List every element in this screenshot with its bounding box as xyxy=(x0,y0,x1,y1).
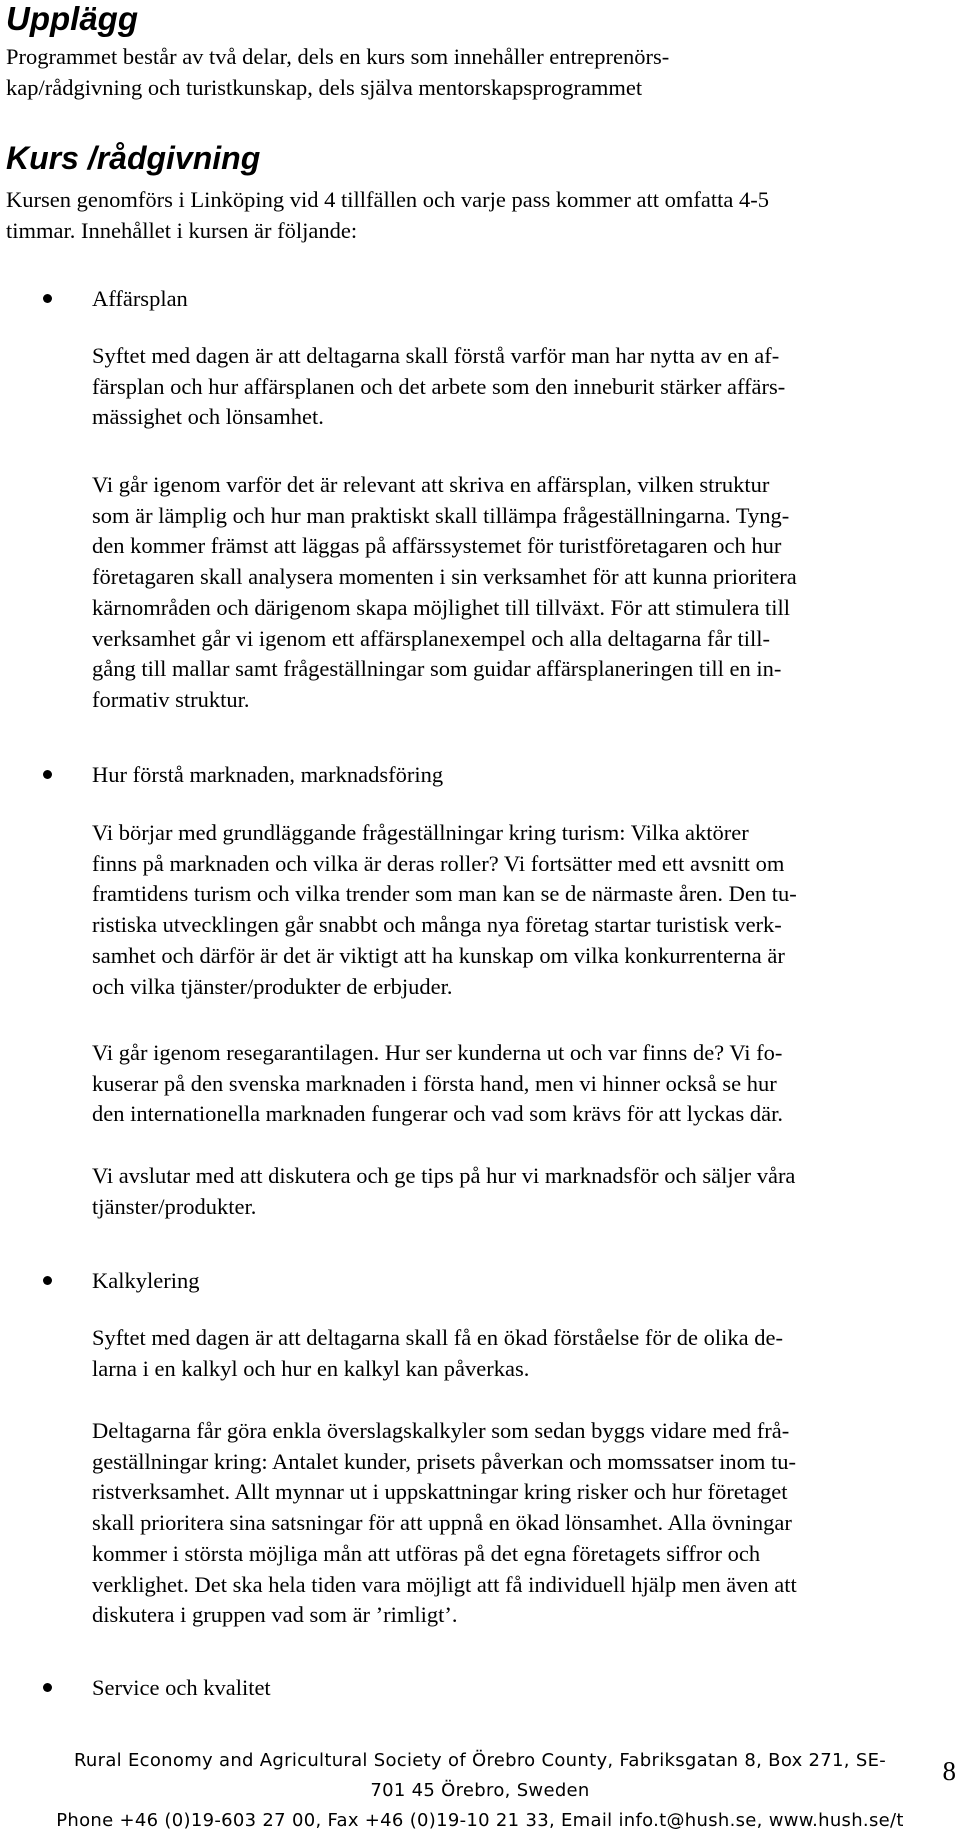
section-title: Kalkylering xyxy=(92,1268,200,1293)
kalkylering-paragraph-2 xyxy=(92,1416,954,1631)
text-line: gång till mallar samt frågeställningar som guidar affärsplaneringen till en in- xyxy=(92,656,782,682)
text-line: Vi avslutar med att diskutera och ge tips på hur vi marknadsför och säljer våra xyxy=(92,1163,796,1188)
text-line: framtidens turism och vilka trender som man kan se de närmaste åren. Den tu- xyxy=(92,881,797,907)
bullet-kalkylering xyxy=(0,1266,960,1300)
page-footer xyxy=(0,1746,960,1836)
course-intro-line: Kursen genomförs i Linköping vid 4 tillfällen och varje pass kommer att omfatta 4-5 xyxy=(6,187,769,212)
text-line: verksamhet går vi igenom ett affärsplanexempel och alla deltagarna får till- xyxy=(92,625,771,651)
text-line: färsplan och hur affärsplanen och det arbete som den inneburit stärker affärs- xyxy=(92,373,786,399)
footer-address-line: Rural Economy and Agricultural Society of Örebro County, Fabriksgatan 8, Box 271, SE- xyxy=(73,1750,887,1771)
section-title: Service och kvalitet xyxy=(92,1675,271,1700)
text-line: skall prioritera sina satsningar för att uppnå en ökad lönsamhet. Alla övningar xyxy=(92,1510,792,1536)
text-line: Syftet med dagen är att deltagarna skall få en ökad förståelse för de olika de- xyxy=(92,1325,783,1350)
section-title: Hur förstå marknaden, marknadsföring xyxy=(92,762,444,787)
bullet-dot-icon xyxy=(43,294,52,303)
text-line: och vilka tjänster/produkter de erbjuder. xyxy=(92,973,453,999)
course-intro-paragraph xyxy=(6,185,946,246)
text-line: larna i en kalkyl och hur en kalkyl kan påverkas. xyxy=(92,1355,530,1381)
bullet-dot-icon xyxy=(43,1683,52,1692)
text-line: den internationella marknaden fungerar och vad som krävs för att lyckas där. xyxy=(92,1101,783,1127)
text-line: Syftet med dagen är att deltagarna skall förstå varför man har nytta av en af- xyxy=(92,343,780,368)
affarsplan-paragraph-1 xyxy=(92,341,954,433)
text-line: kommer i största möjliga mån att utföras på det egna företagets siffror och xyxy=(92,1540,761,1566)
bullet-service-kvalitet xyxy=(0,1673,960,1707)
text-line: verklighet. Det ska hela tiden vara möjligt att få individuell hjälp men även att xyxy=(92,1571,797,1597)
marknaden-paragraph-2 xyxy=(92,1038,954,1130)
heading-upplagg: Upplägg xyxy=(6,0,138,37)
text-line: ristverksamhet. Allt mynnar ut i uppskattningar kring risker och hur företaget xyxy=(92,1479,788,1505)
marknaden-paragraph-1 xyxy=(92,818,954,1002)
marknaden-paragraph-3 xyxy=(92,1161,954,1222)
kalkylering-paragraph-1 xyxy=(92,1323,954,1384)
footer-contact-line: Phone +46 (0)19-603 27 00, Fax +46 (0)19-10 21 33, Email info.t@hush.se, www.hush.se/t xyxy=(56,1810,904,1831)
intro-line: kap/rådgivning och turistkunskap, dels själva mentorskapsprogrammet xyxy=(6,74,643,100)
text-line: Vi går igenom resegarantilagen. Hur ser kunderna ut och var finns de? Vi fo- xyxy=(92,1040,783,1065)
heading-kurs-radgivning: Kurs /rådgivning xyxy=(6,140,261,176)
text-line: kuserar på den svenska marknaden i första hand, men vi hinner också se hur xyxy=(92,1070,777,1096)
intro-line: Programmet består av två delar, dels en kurs som innehåller entreprenörs- xyxy=(6,44,670,69)
text-line: företagaren skall analysera momenten i sin verksamhet för att kunna prioritera xyxy=(92,564,797,590)
bullet-affarsplan xyxy=(0,284,960,318)
text-line: den kommer främst att läggas på affärssystemet för turistföretagaren och hur xyxy=(92,533,782,559)
text-line: Vi börjar med grundläggande frågeställningar kring turism: Vilka aktörer xyxy=(92,820,749,845)
text-line: tjänster/produkter. xyxy=(92,1193,257,1219)
text-line: Deltagarna får göra enkla överslagskalkyler som sedan byggs vidare med frå- xyxy=(92,1418,790,1443)
text-line: geställningar kring: Antalet kunder, prisets påverkan och momssatser inom tu- xyxy=(92,1448,796,1474)
bullet-dot-icon xyxy=(43,1276,52,1285)
footer-city-line: 701 45 Örebro, Sweden xyxy=(370,1780,590,1801)
text-line: diskutera i gruppen vad som är ’rimligt’. xyxy=(92,1602,458,1628)
bullet-marknaden xyxy=(0,760,960,794)
section-title: Affärsplan xyxy=(92,286,188,311)
text-line: som är lämplig och hur man praktiskt skall tillämpa frågeställningarna. Tyng- xyxy=(92,502,790,528)
text-line: formativ struktur. xyxy=(92,686,250,712)
page-number: 8 xyxy=(942,1756,956,1786)
affarsplan-paragraph-2 xyxy=(92,470,954,716)
course-intro-line: timmar. Innehållet i kursen är följande: xyxy=(6,217,358,243)
bullet-dot-icon xyxy=(43,770,52,779)
text-line: ristiska utvecklingen går snabbt och många nya företag startar turistisk verk- xyxy=(92,912,782,938)
text-line: mässighet och lönsamhet. xyxy=(92,404,324,430)
text-line: finns på marknaden och vilka är deras roller? Vi fortsätter med ett avsnitt om xyxy=(92,850,785,876)
text-line: kärnområden och därigenom skapa möjlighet till tillväxt. För att stimulera till xyxy=(92,594,790,620)
text-line: samhet och därför är det är viktigt att ha kunskap om vilka konkurrenterna är xyxy=(92,942,785,968)
intro-paragraph xyxy=(6,42,946,103)
text-line: Vi går igenom varför det är relevant att skriva en affärsplan, vilken struktur xyxy=(92,472,770,497)
